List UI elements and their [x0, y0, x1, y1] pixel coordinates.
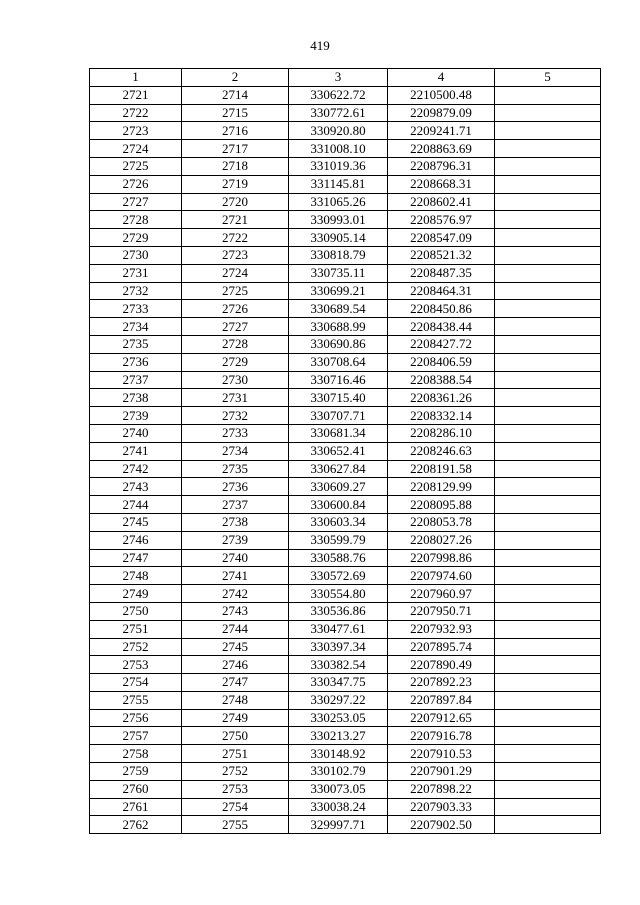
reference-number-cell: 2753 [182, 780, 289, 798]
x-coordinate-cell: 330818.79 [289, 246, 388, 264]
x-coordinate-cell: 330715.40 [289, 389, 388, 407]
note-cell [495, 122, 601, 140]
reference-number-cell: 2717 [182, 140, 289, 158]
note-cell [495, 335, 601, 353]
table-row [90, 816, 601, 834]
x-coordinate-cell: 330627.84 [289, 460, 388, 478]
y-coordinate-cell: 2207910.53 [388, 745, 495, 763]
reference-number-cell: 2721 [182, 211, 289, 229]
header-row [90, 69, 601, 87]
table-row [90, 282, 601, 300]
y-coordinate-cell: 2208406.59 [388, 353, 495, 371]
table-row [90, 442, 601, 460]
x-coordinate-cell: 330920.80 [289, 122, 388, 140]
table-row [90, 763, 601, 781]
x-coordinate-cell: 330708.64 [289, 353, 388, 371]
x-coordinate-cell: 331145.81 [289, 175, 388, 193]
y-coordinate-cell: 2209879.09 [388, 104, 495, 122]
point-number-cell: 2741 [90, 442, 182, 460]
point-number-cell: 2744 [90, 496, 182, 514]
table-row [90, 656, 601, 674]
point-number-cell: 2731 [90, 264, 182, 282]
y-coordinate-cell: 2207960.97 [388, 585, 495, 603]
note-cell [495, 620, 601, 638]
point-number-cell: 2761 [90, 798, 182, 816]
point-number-cell: 2752 [90, 638, 182, 656]
note-cell [495, 478, 601, 496]
y-coordinate-cell: 2208450.86 [388, 300, 495, 318]
table-row [90, 264, 601, 282]
point-number-cell: 2759 [90, 763, 182, 781]
reference-number-cell: 2727 [182, 318, 289, 336]
table-row [90, 424, 601, 442]
point-number-cell: 2754 [90, 674, 182, 692]
y-coordinate-cell: 2208246.63 [388, 442, 495, 460]
note-cell [495, 264, 601, 282]
y-coordinate-cell: 2207897.84 [388, 691, 495, 709]
reference-number-cell: 2740 [182, 549, 289, 567]
point-number-cell: 2737 [90, 371, 182, 389]
reference-number-cell: 2741 [182, 567, 289, 585]
table-row [90, 780, 601, 798]
point-number-cell: 2760 [90, 780, 182, 798]
note-cell [495, 549, 601, 567]
reference-number-cell: 2716 [182, 122, 289, 140]
x-coordinate-cell: 330297.22 [289, 691, 388, 709]
note-cell [495, 175, 601, 193]
point-number-cell: 2736 [90, 353, 182, 371]
table-row [90, 602, 601, 620]
x-coordinate-cell: 330073.05 [289, 780, 388, 798]
note-cell [495, 157, 601, 175]
y-coordinate-cell: 2208438.44 [388, 318, 495, 336]
reference-number-cell: 2745 [182, 638, 289, 656]
x-coordinate-cell: 330716.46 [289, 371, 388, 389]
column-header-4: 4 [388, 69, 495, 87]
reference-number-cell: 2730 [182, 371, 289, 389]
note-cell [495, 691, 601, 709]
table-row [90, 140, 601, 158]
y-coordinate-cell: 2208464.31 [388, 282, 495, 300]
y-coordinate-cell: 2208332.14 [388, 407, 495, 425]
reference-number-cell: 2747 [182, 674, 289, 692]
coordinates-table [89, 68, 601, 834]
point-number-cell: 2757 [90, 727, 182, 745]
point-number-cell: 2724 [90, 140, 182, 158]
y-coordinate-cell: 2208521.32 [388, 246, 495, 264]
reference-number-cell: 2737 [182, 496, 289, 514]
point-number-cell: 2746 [90, 531, 182, 549]
x-coordinate-cell: 330600.84 [289, 496, 388, 514]
note-cell [495, 442, 601, 460]
y-coordinate-cell: 2208602.41 [388, 193, 495, 211]
reference-number-cell: 2734 [182, 442, 289, 460]
y-coordinate-cell: 2210500.48 [388, 86, 495, 104]
x-coordinate-cell: 330397.34 [289, 638, 388, 656]
y-coordinate-cell: 2208053.78 [388, 513, 495, 531]
reference-number-cell: 2755 [182, 816, 289, 834]
reference-number-cell: 2724 [182, 264, 289, 282]
note-cell [495, 229, 601, 247]
x-coordinate-cell: 330572.69 [289, 567, 388, 585]
note-cell [495, 353, 601, 371]
note-cell [495, 763, 601, 781]
reference-number-cell: 2728 [182, 335, 289, 353]
table-row [90, 335, 601, 353]
table-row [90, 638, 601, 656]
point-number-cell: 2753 [90, 656, 182, 674]
reference-number-cell: 2723 [182, 246, 289, 264]
table-row [90, 460, 601, 478]
y-coordinate-cell: 2207916.78 [388, 727, 495, 745]
reference-number-cell: 2736 [182, 478, 289, 496]
point-number-cell: 2730 [90, 246, 182, 264]
point-number-cell: 2750 [90, 602, 182, 620]
point-number-cell: 2721 [90, 86, 182, 104]
y-coordinate-cell: 2207950.71 [388, 602, 495, 620]
table-row [90, 104, 601, 122]
note-cell [495, 104, 601, 122]
reference-number-cell: 2731 [182, 389, 289, 407]
table-row [90, 496, 601, 514]
point-number-cell: 2743 [90, 478, 182, 496]
reference-number-cell: 2735 [182, 460, 289, 478]
y-coordinate-cell: 2207902.50 [388, 816, 495, 834]
note-cell [495, 531, 601, 549]
note-cell [495, 816, 601, 834]
table-row [90, 389, 601, 407]
x-coordinate-cell: 330382.54 [289, 656, 388, 674]
note-cell [495, 798, 601, 816]
reference-number-cell: 2719 [182, 175, 289, 193]
y-coordinate-cell: 2208796.31 [388, 157, 495, 175]
x-coordinate-cell: 330588.76 [289, 549, 388, 567]
note-cell [495, 513, 601, 531]
point-number-cell: 2762 [90, 816, 182, 834]
column-header-5: 5 [495, 69, 601, 87]
reference-number-cell: 2733 [182, 424, 289, 442]
note-cell [495, 424, 601, 442]
reference-number-cell: 2742 [182, 585, 289, 603]
x-coordinate-cell: 331008.10 [289, 140, 388, 158]
y-coordinate-cell: 2207895.74 [388, 638, 495, 656]
table-row [90, 709, 601, 727]
note-cell [495, 300, 601, 318]
point-number-cell: 2727 [90, 193, 182, 211]
note-cell [495, 496, 601, 514]
note-cell [495, 585, 601, 603]
y-coordinate-cell: 2208027.26 [388, 531, 495, 549]
point-number-cell: 2733 [90, 300, 182, 318]
table-row [90, 674, 601, 692]
note-cell [495, 246, 601, 264]
point-number-cell: 2726 [90, 175, 182, 193]
reference-number-cell: 2738 [182, 513, 289, 531]
note-cell [495, 602, 601, 620]
x-coordinate-cell: 330772.61 [289, 104, 388, 122]
reference-number-cell: 2752 [182, 763, 289, 781]
reference-number-cell: 2720 [182, 193, 289, 211]
y-coordinate-cell: 2207998.86 [388, 549, 495, 567]
column-header-2: 2 [182, 69, 289, 87]
point-number-cell: 2755 [90, 691, 182, 709]
reference-number-cell: 2743 [182, 602, 289, 620]
x-coordinate-cell: 330554.80 [289, 585, 388, 603]
table-row [90, 549, 601, 567]
y-coordinate-cell: 2208487.35 [388, 264, 495, 282]
y-coordinate-cell: 2207932.93 [388, 620, 495, 638]
x-coordinate-cell: 330905.14 [289, 229, 388, 247]
reference-number-cell: 2751 [182, 745, 289, 763]
y-coordinate-cell: 2208095.88 [388, 496, 495, 514]
x-coordinate-cell: 330599.79 [289, 531, 388, 549]
x-coordinate-cell: 330477.61 [289, 620, 388, 638]
note-cell [495, 140, 601, 158]
table-row [90, 371, 601, 389]
reference-number-cell: 2746 [182, 656, 289, 674]
table-body [90, 86, 601, 833]
reference-number-cell: 2732 [182, 407, 289, 425]
table-row [90, 122, 601, 140]
y-coordinate-cell: 2208668.31 [388, 175, 495, 193]
y-coordinate-cell: 2208576.97 [388, 211, 495, 229]
table-row [90, 193, 601, 211]
table-row [90, 513, 601, 531]
y-coordinate-cell: 2207901.29 [388, 763, 495, 781]
point-number-cell: 2728 [90, 211, 182, 229]
point-number-cell: 2723 [90, 122, 182, 140]
reference-number-cell: 2749 [182, 709, 289, 727]
y-coordinate-cell: 2208191.58 [388, 460, 495, 478]
reference-number-cell: 2714 [182, 86, 289, 104]
x-coordinate-cell: 330213.27 [289, 727, 388, 745]
point-number-cell: 2742 [90, 460, 182, 478]
point-number-cell: 2735 [90, 335, 182, 353]
table-row [90, 727, 601, 745]
table-row [90, 300, 601, 318]
x-coordinate-cell: 330038.24 [289, 798, 388, 816]
table-row [90, 745, 601, 763]
y-coordinate-cell: 2207890.49 [388, 656, 495, 674]
note-cell [495, 318, 601, 336]
y-coordinate-cell: 2208427.72 [388, 335, 495, 353]
x-coordinate-cell: 330603.34 [289, 513, 388, 531]
reference-number-cell: 2744 [182, 620, 289, 638]
reference-number-cell: 2754 [182, 798, 289, 816]
table-row [90, 478, 601, 496]
point-number-cell: 2740 [90, 424, 182, 442]
x-coordinate-cell: 330609.27 [289, 478, 388, 496]
note-cell [495, 86, 601, 104]
x-coordinate-cell: 330707.71 [289, 407, 388, 425]
table-row [90, 798, 601, 816]
x-coordinate-cell: 330690.86 [289, 335, 388, 353]
point-number-cell: 2749 [90, 585, 182, 603]
table-row [90, 585, 601, 603]
x-coordinate-cell: 330681.34 [289, 424, 388, 442]
x-coordinate-cell: 331065.26 [289, 193, 388, 211]
point-number-cell: 2739 [90, 407, 182, 425]
x-coordinate-cell: 330102.79 [289, 763, 388, 781]
table-row [90, 229, 601, 247]
point-number-cell: 2756 [90, 709, 182, 727]
reference-number-cell: 2718 [182, 157, 289, 175]
point-number-cell: 2732 [90, 282, 182, 300]
point-number-cell: 2748 [90, 567, 182, 585]
table-row [90, 175, 601, 193]
note-cell [495, 745, 601, 763]
x-coordinate-cell: 330699.21 [289, 282, 388, 300]
note-cell [495, 407, 601, 425]
table-row [90, 620, 601, 638]
reference-number-cell: 2726 [182, 300, 289, 318]
note-cell [495, 282, 601, 300]
point-number-cell: 2758 [90, 745, 182, 763]
x-coordinate-cell: 330688.99 [289, 318, 388, 336]
point-number-cell: 2725 [90, 157, 182, 175]
reference-number-cell: 2722 [182, 229, 289, 247]
x-coordinate-cell: 330622.72 [289, 86, 388, 104]
note-cell [495, 389, 601, 407]
note-cell [495, 727, 601, 745]
y-coordinate-cell: 2207974.60 [388, 567, 495, 585]
x-coordinate-cell: 330148.92 [289, 745, 388, 763]
table-row [90, 318, 601, 336]
table-row [90, 157, 601, 175]
table-row [90, 246, 601, 264]
table-row [90, 531, 601, 549]
y-coordinate-cell: 2207903.33 [388, 798, 495, 816]
y-coordinate-cell: 2208863.69 [388, 140, 495, 158]
point-number-cell: 2747 [90, 549, 182, 567]
note-cell [495, 638, 601, 656]
page-number: 419 [310, 38, 330, 53]
point-number-cell: 2734 [90, 318, 182, 336]
point-number-cell: 2729 [90, 229, 182, 247]
x-coordinate-cell: 330253.05 [289, 709, 388, 727]
point-number-cell: 2745 [90, 513, 182, 531]
table-row [90, 86, 601, 104]
note-cell [495, 656, 601, 674]
reference-number-cell: 2725 [182, 282, 289, 300]
table-row [90, 353, 601, 371]
x-coordinate-cell: 330993.01 [289, 211, 388, 229]
point-number-cell: 2722 [90, 104, 182, 122]
table-row [90, 567, 601, 585]
note-cell [495, 780, 601, 798]
column-header-3: 3 [289, 69, 388, 87]
table-header [90, 69, 601, 87]
reference-number-cell: 2739 [182, 531, 289, 549]
note-cell [495, 709, 601, 727]
y-coordinate-cell: 2208547.09 [388, 229, 495, 247]
reference-number-cell: 2750 [182, 727, 289, 745]
x-coordinate-cell: 330735.11 [289, 264, 388, 282]
x-coordinate-cell: 330689.54 [289, 300, 388, 318]
reference-number-cell: 2748 [182, 691, 289, 709]
y-coordinate-cell: 2208361.26 [388, 389, 495, 407]
note-cell [495, 193, 601, 211]
table-row [90, 691, 601, 709]
x-coordinate-cell: 330536.86 [289, 602, 388, 620]
y-coordinate-cell: 2207898.22 [388, 780, 495, 798]
y-coordinate-cell: 2208388.54 [388, 371, 495, 389]
reference-number-cell: 2729 [182, 353, 289, 371]
y-coordinate-cell: 2208286.10 [388, 424, 495, 442]
x-coordinate-cell: 330347.75 [289, 674, 388, 692]
column-header-1: 1 [90, 69, 182, 87]
y-coordinate-cell: 2209241.71 [388, 122, 495, 140]
x-coordinate-cell: 331019.36 [289, 157, 388, 175]
point-number-cell: 2751 [90, 620, 182, 638]
point-number-cell: 2738 [90, 389, 182, 407]
y-coordinate-cell: 2207912.65 [388, 709, 495, 727]
y-coordinate-cell: 2207892.23 [388, 674, 495, 692]
note-cell [495, 567, 601, 585]
note-cell [495, 371, 601, 389]
x-coordinate-cell: 329997.71 [289, 816, 388, 834]
note-cell [495, 674, 601, 692]
note-cell [495, 460, 601, 478]
table-row [90, 211, 601, 229]
table-row [90, 407, 601, 425]
reference-number-cell: 2715 [182, 104, 289, 122]
x-coordinate-cell: 330652.41 [289, 442, 388, 460]
note-cell [495, 211, 601, 229]
y-coordinate-cell: 2208129.99 [388, 478, 495, 496]
